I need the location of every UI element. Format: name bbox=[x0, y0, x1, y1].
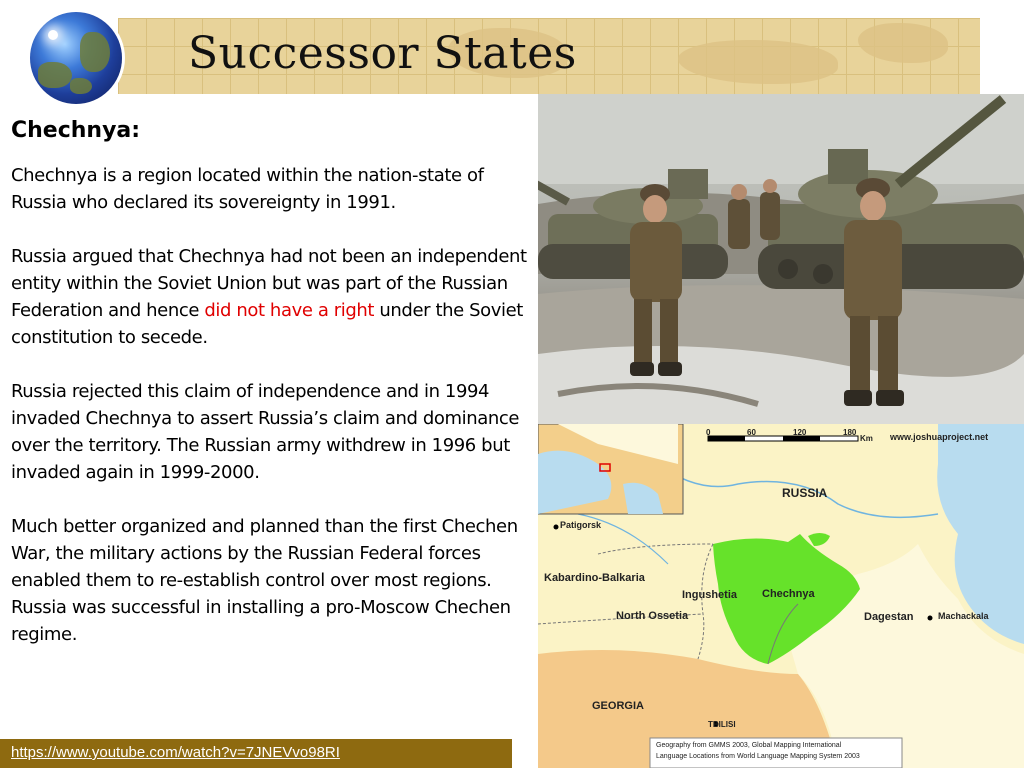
map-credit-line-1: Geography from GMMS 2003, Global Mapping International bbox=[656, 742, 842, 749]
map-label-chechnya: Chechnya bbox=[762, 588, 815, 600]
link-bar bbox=[0, 739, 512, 768]
map-scale-0: 0 bbox=[706, 428, 711, 437]
map-scale-60: 60 bbox=[747, 428, 756, 437]
paragraph-argument-start: Russia argued that Chechnya had not been an independent entity within the Soviet Union but was part of the Russian Federation and hence bbox=[11, 246, 527, 321]
paragraph-argument bbox=[11, 243, 531, 351]
map-source-url: www.joshuaproject.net bbox=[890, 432, 989, 442]
map-scale-180: 180 bbox=[843, 428, 857, 437]
banner-map-decoration bbox=[678, 40, 838, 84]
photo-illustration bbox=[538, 94, 1024, 424]
map-label-north-ossetia: North Ossetia bbox=[616, 610, 689, 622]
paragraph-outcome: Much better organized and planned than the first Chechen War, the military actions by the Russian Federal forces enabled them to re-establish control over most regions. Russia was successful in installing a pro-Moscow Chechen regime. bbox=[11, 516, 518, 645]
map-label-ingushetia: Ingushetia bbox=[682, 589, 738, 601]
map-credit-line-2: Language Locations from World Language Mapping System 2003 bbox=[656, 753, 860, 760]
highlight-text: did not have a right bbox=[204, 300, 375, 321]
paragraph-sovereignty: Chechnya is a region located within the nation-state of Russia who declared its sovereignty in 1991. bbox=[11, 165, 484, 213]
map-label-machackala: Machackala bbox=[938, 611, 989, 621]
map-scale-120: 120 bbox=[793, 428, 807, 437]
page-title: Successor States bbox=[188, 28, 577, 79]
map-label-georgia: GEORGIA bbox=[592, 700, 644, 712]
globe-icon bbox=[30, 12, 122, 104]
paragraph-argument-end: under the Soviet constitution to secede. bbox=[11, 300, 523, 348]
banner-map-decoration bbox=[858, 23, 948, 63]
chechnya-map bbox=[538, 424, 1024, 768]
map-label-dagestan: Dagestan bbox=[864, 611, 914, 623]
map-label-tbilisi: TBILISI bbox=[708, 720, 736, 729]
map-label-patigorsk: Patigorsk bbox=[560, 520, 602, 530]
map-label-russia: RUSSIA bbox=[782, 486, 828, 500]
section-heading: Chechnya: bbox=[11, 118, 141, 143]
youtube-link[interactable]: https://www.youtube.com/watch?v=7JNEVvo98RI bbox=[11, 744, 340, 761]
paragraph-invasion: Russia rejected this claim of independence and in 1994 invaded Chechnya to assert Russia’s claim and dominance over the territory. The Russian army withdrew in 1996 but invaded again in 1999-2000. bbox=[11, 381, 520, 483]
soldiers-tanks-photo bbox=[538, 94, 1024, 424]
body-text bbox=[11, 162, 531, 675]
map-scale-unit: Km bbox=[860, 434, 873, 443]
map-label-kabardino-balkaria: Kabardino-Balkaria bbox=[544, 572, 645, 584]
